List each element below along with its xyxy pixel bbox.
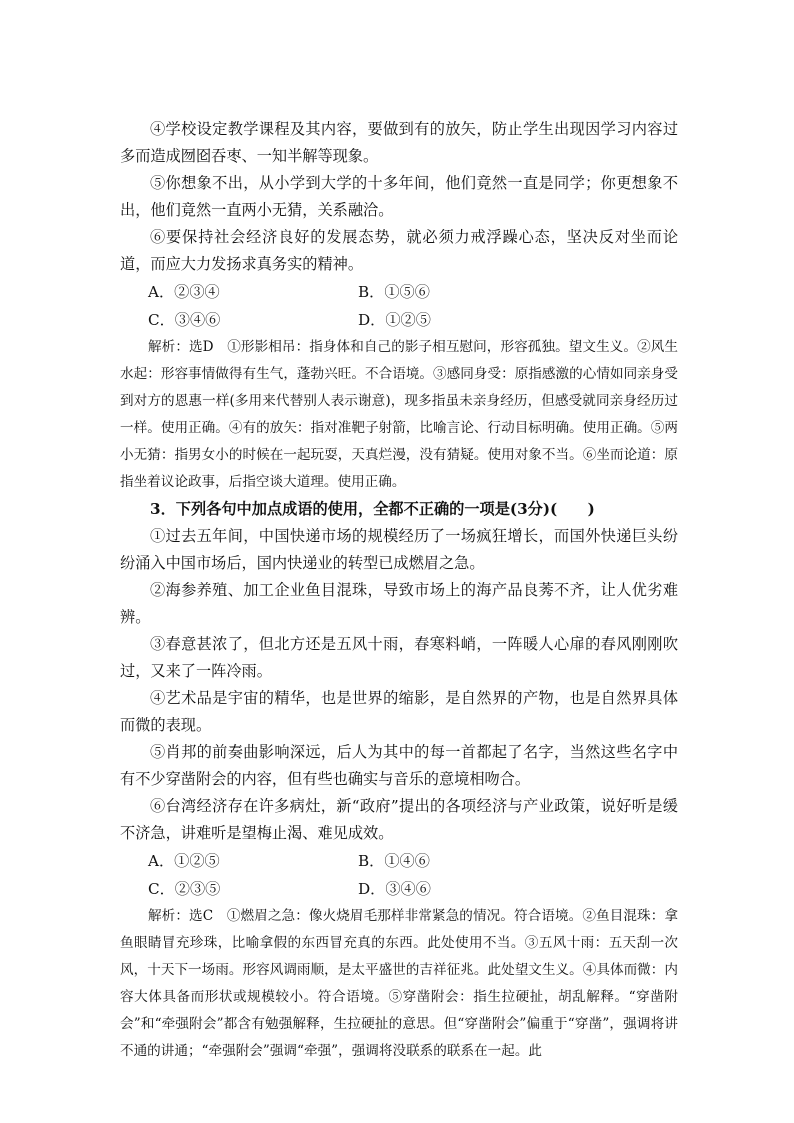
option-b: B．①⑤⑥ [358,283,430,301]
sentence-item-5: ⑤你想象不出，从小学到大学的十多年间，他们竟然一直是同学；你更想象不出，他们竟然一直两小无猜，关系融洽。 [120,174,678,219]
options-row [120,875,678,903]
sentence-item-3: ③春意甚浓了，但北方还是五风十雨，春寒料峭，一阵暖人心扉的春风刚刚吹过，又来了一阵冷雨。 [120,635,678,680]
sentence-item-4: ④艺术品是宇宙的精华，也是世界的缩影，是自然界的产物，也是自然界具体而微的表现。 [120,689,678,734]
sentence-item-6: ⑥要保持社会经济良好的发展态势，就必须力戒浮躁心态，坚决反对坐而论道，而应大力发扬求真务实的精神。 [120,228,678,273]
analysis-paragraph: 解析：选C ①燃眉之急：像火烧眉毛那样非常紧急的情况。符合语境。②鱼目混珠：拿鱼眼睛冒充珍珠，比喻拿假的东西冒充真的东西。此处使用不当。③五风十雨：五天刮一次风，十天下一场雨。形容风调雨顺，是太平盛世的吉祥征兆。此处望文生义。④具体而微：内容大体具备而形状或规模较小。符合语境。⑤穿凿附会：指生拉硬扯，胡乱解释。“穿凿附会”和“牵强附会”都含有勉强解释，生拉硬扯的意思。但“穿凿附会”偏重于“穿凿”，强调将讲不通的讲通；“牵强附会”强调“牵强”，强调将没联系的联系在一起。此 [120,908,678,1059]
option-c: C．②③⑤ [148,880,221,898]
options-row [120,278,678,306]
option-d: D．③④⑥ [358,880,431,898]
option-b: B．①④⑥ [358,852,430,870]
sentence-item-6: ⑥台湾经济存在许多病灶，新“政府”提出的各项经济与产业政策，说好听是缓不济急，讲难听是望梅止渴、难见成效。 [120,797,678,842]
sentence-item-4: ④学校设定教学课程及其内容，要做到有的放矢，防止学生出现因学习内容过多而造成囫囵吞枣、一知半解等现象。 [120,120,678,165]
options-row [120,847,678,875]
sentence-item-2: ②海参养殖、加工企业鱼目混珠，导致市场上的海产品良莠不齐，让人优劣难辨。 [120,581,678,626]
sentence-item-5: ⑤肖邦的前奏曲影响深远，后人为其中的每一首都起了名字，当然这些名字中有不少穿凿附会的内容，但有些也确实与音乐的意境相吻合。 [120,743,678,788]
question-3-stem: 3．下列各句中加点成语的使用，全都不正确的一项是(3分)( ) [150,500,595,518]
document-content [120,116,678,1065]
option-a: A．②③④ [148,283,220,301]
option-d: D．①②⑤ [358,311,431,329]
option-c: C．③④⑥ [148,311,221,329]
options-row [120,306,678,334]
analysis-paragraph: 解析：选D ①形影相吊：指身体和自己的影子相互慰问，形容孤独。望文生义。②风生水起：形容事情做得有生气，蓬勃兴旺。不合语境。③感同身受：原指感激的心情如同亲身受到对方的恩惠一样(多用来代替别人表示谢意)，现多指虽未亲身经历，但感受就同亲身经历过一样。使用正确。④有的放矢：指对准靶子射箭，比喻言论、行动目标明确。使用正确。⑤两小无猜：指男女小的时候在一起玩耍，天真烂漫，没有猜疑。使用对象不当。⑥坐而论道：原指坐着议论政事，后指空谈大道理。使用正确。 [120,339,678,490]
sentence-item-1: ①过去五年间，中国快递市场的规模经历了一场疯狂增长，而国外快递巨头纷纷涌入中国市场后，国内快递业的转型已成燃眉之急。 [120,527,678,572]
option-a: A．①②⑤ [148,852,220,870]
